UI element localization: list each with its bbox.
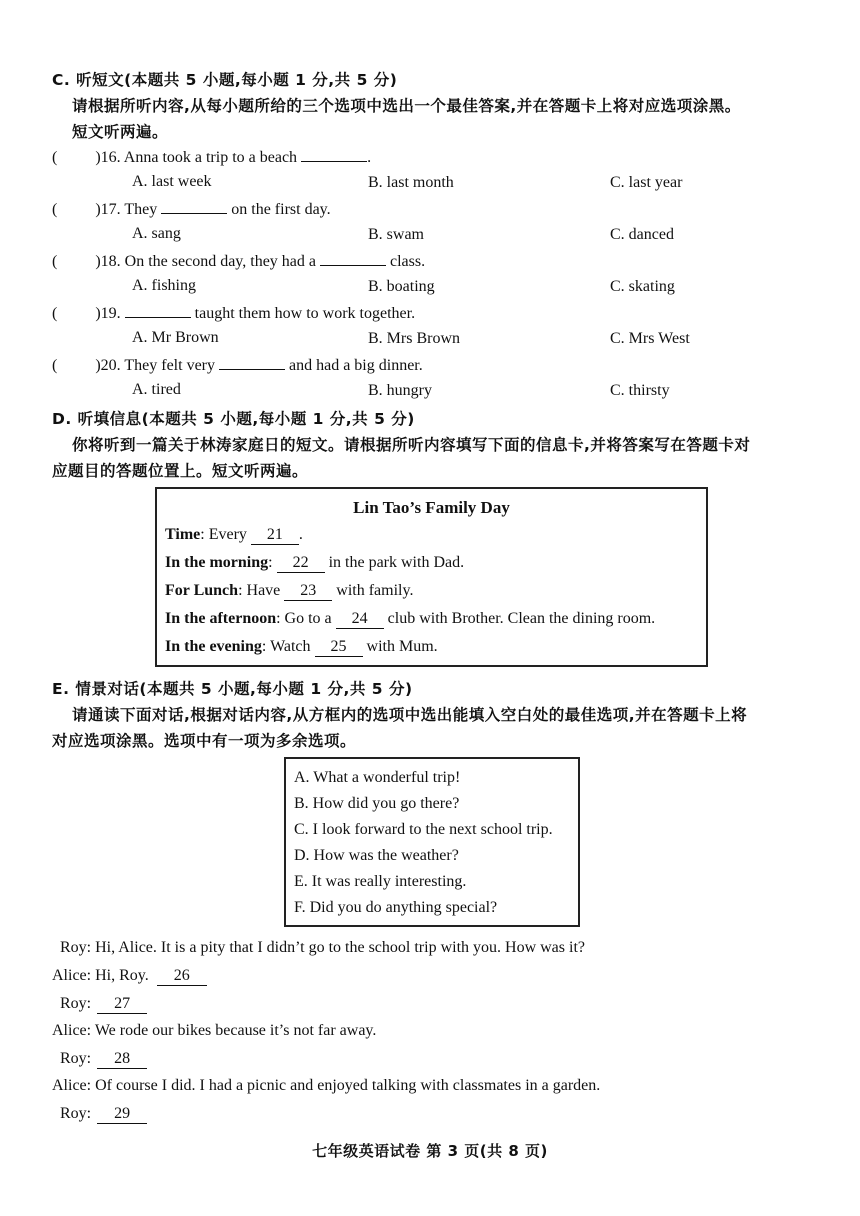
card-row-time: Time: Every 21 . — [165, 526, 303, 543]
dialogue-line-5: Roy: 28 — [60, 1050, 147, 1069]
q17-option-a[interactable]: A. sang — [132, 225, 181, 242]
option-b: B. How did you go there? — [294, 795, 460, 812]
blank-29[interactable]: 29 — [97, 1105, 147, 1124]
card-row-afternoon: In the afternoon: Go to a 24 club with Brother. Clean the dining room. — [165, 610, 656, 627]
q16-option-a[interactable]: A. last week — [132, 173, 212, 190]
card-row-evening: In the evening: Watch 25 with Mum. — [165, 638, 438, 655]
q18-option-a[interactable]: A. fishing — [132, 277, 196, 294]
q17-option-c[interactable]: C. danced — [610, 226, 674, 243]
q16-option-b[interactable]: B. last month — [368, 174, 454, 191]
blank-25[interactable]: 25 — [315, 638, 363, 657]
section-c-title: C. 听短文(本题共 5 小题,每小题 1 分,共 5 分) — [52, 71, 398, 89]
q19-option-c[interactable]: C. Mrs West — [610, 330, 690, 347]
option-f: F. Did you do anything special? — [294, 899, 498, 916]
q17-option-b[interactable]: B. swam — [368, 226, 424, 243]
blank-26[interactable]: 26 — [157, 967, 207, 986]
dialogue-line-1: Roy: Hi, Alice. It is a pity that I didn’t go to the school trip with you. How was it? — [60, 939, 585, 956]
q20-option-b[interactable]: B. hungry — [368, 382, 432, 399]
q20-option-c[interactable]: C. thirsty — [610, 382, 670, 399]
q19-option-b[interactable]: B. Mrs Brown — [368, 330, 461, 347]
dialogue-line-2: Alice: Hi, Roy. 26 — [52, 967, 207, 986]
blank-23[interactable]: 23 — [284, 582, 332, 601]
info-card-title: Lin Tao’s Family Day — [353, 498, 510, 517]
blank-22[interactable]: 22 — [277, 554, 325, 573]
blank-21[interactable]: 21 — [251, 526, 299, 545]
option-a: A. What a wonderful trip! — [294, 769, 461, 786]
page-footer: 七年级英语试卷 第 3 页(共 8 页) — [312, 1142, 548, 1160]
option-c: C. I look forward to the next school trip. — [294, 821, 553, 838]
question-20: ( )20. They felt very and had a big dinner. — [52, 357, 423, 374]
section-c-instruction-line2: 短文听两遍。 — [72, 123, 169, 141]
options-box — [284, 757, 580, 927]
question-17: ( )17. They on the first day. — [52, 201, 331, 218]
dialogue-line-3: Roy: 27 — [60, 995, 147, 1014]
dialogue-line-4: Alice: We rode our bikes because it’s not far away. — [52, 1022, 377, 1039]
question-19: ( )19. taught them how to work together. — [52, 305, 416, 322]
question-18: ( )18. On the second day, they had a class. — [52, 253, 426, 270]
section-e-title: E. 情景对话(本题共 5 小题,每小题 1 分,共 5 分) — [52, 680, 413, 698]
info-card — [155, 487, 708, 667]
q18-option-b[interactable]: B. boating — [368, 278, 435, 295]
q18-option-c[interactable]: C. skating — [610, 278, 675, 295]
dialogue-line-6: Alice: Of course I did. I had a picnic and enjoyed talking with classmates in a garden. — [52, 1077, 601, 1094]
section-d-instruction-line2: 应题目的答题位置上。短文听两遍。 — [52, 462, 309, 480]
card-row-lunch: For Lunch: Have 23 with family. — [165, 582, 414, 599]
blank-28[interactable]: 28 — [97, 1050, 147, 1069]
dialogue-line-7: Roy: 29 — [60, 1105, 147, 1124]
q20-option-a[interactable]: A. tired — [132, 381, 181, 398]
option-e: E. It was really interesting. — [294, 873, 467, 890]
section-e-instruction-line1: 请通读下面对话,根据对话内容,从方框内的选项中选出能填入空白处的最佳选项,并在答题卡上将 — [72, 706, 748, 724]
blank-24[interactable]: 24 — [336, 610, 384, 629]
section-d-title: D. 听填信息(本题共 5 小题,每小题 1 分,共 5 分) — [52, 410, 415, 428]
option-d: D. How was the weather? — [294, 847, 459, 864]
q16-option-c[interactable]: C. last year — [610, 174, 683, 191]
blank-27[interactable]: 27 — [97, 995, 147, 1014]
section-e-instruction-line2: 对应选项涂黑。选项中有一项为多余选项。 — [52, 732, 357, 750]
section-c-instruction-line1: 请根据所听内容,从每小题所给的三个选项中选出一个最佳答案,并在答题卡上将对应选项涂黑。 — [72, 97, 741, 115]
card-row-morning: In the morning: 22 in the park with Dad. — [165, 554, 465, 571]
question-16: ( )16. Anna took a trip to a beach . — [52, 149, 372, 166]
section-d-instruction-line1: 你将听到一篇关于林涛家庭日的短文。请根据所听内容填写下面的信息卡,并将答案写在答题卡对 — [72, 436, 751, 454]
q19-option-a[interactable]: A. Mr Brown — [132, 329, 219, 346]
